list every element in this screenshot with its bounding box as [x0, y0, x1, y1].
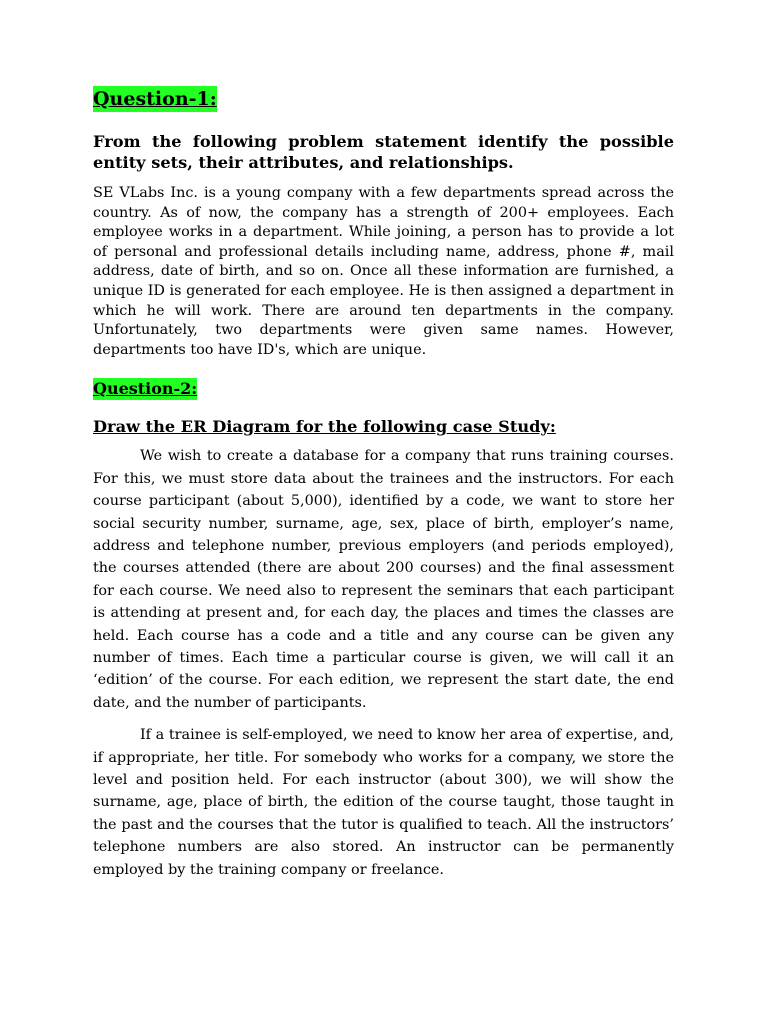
question-2-section: [93, 378, 674, 881]
question-2-heading: Question-2:: [93, 379, 198, 399]
question-1-title: From the following problem statement identify the possible entity sets, their attributes, and relationships.: [93, 132, 674, 172]
question-2-paragraph: We wish to create a database for a company that runs training courses. For this, we must store data about the trainees and the instructors. For each course participant (about 5,000), identified by a code, we want to store her social security number, surname, age, sex, place of birth, employer’s name, address and telephone number, previous employers (and periods employed), the courses attended (there are about 200 courses) and the final assessment for each course. We need also to represent the seminars that each participant is attending at present and, for each day, the places and times the classes are held. Each course has a code and a title and any course can be given any number of times. Each time a particular course is given, we will call it an ‘edition’ of the course. For each edition, we represent the start date, the end date, and the number of participants.: [93, 448, 674, 711]
question-1-body: SE VLabs Inc. is a young company with a few departments spread across the country. As of now, the company has a strength of 200+ employees. Each employee works in a department. While joining, a person has to provide a lot of personal and professional details including name, address, phone #, mail address, date of birth, and so on. Once all these information are furnished, a unique ID is generated for each employee. He is then assigned a department in which he will work. There are around ten departments in the company. Unfortunately, two departments were given same names. However, departments too have ID's, which are unique.: [93, 185, 674, 358]
question-1-heading: Question-1:: [93, 88, 217, 110]
question-2-title: Draw the ER Diagram for the following case Study:: [93, 417, 556, 437]
question-1-section: [93, 86, 674, 360]
document-page: [93, 86, 674, 881]
question-2-paragraph: If a trainee is self-employed, we need to know her area of expertise, and, if appropriate, her title. For somebody who works for a company, we store the level and position held. For each instructor (about 300), we will show the surname, age, place of birth, the edition of the course taught, those taught in the past and the courses that the tutor is qualified to teach. All the instructors’ telephone numbers are also stored. An instructor can be permanently employed by the training company or freelance.: [93, 727, 674, 878]
